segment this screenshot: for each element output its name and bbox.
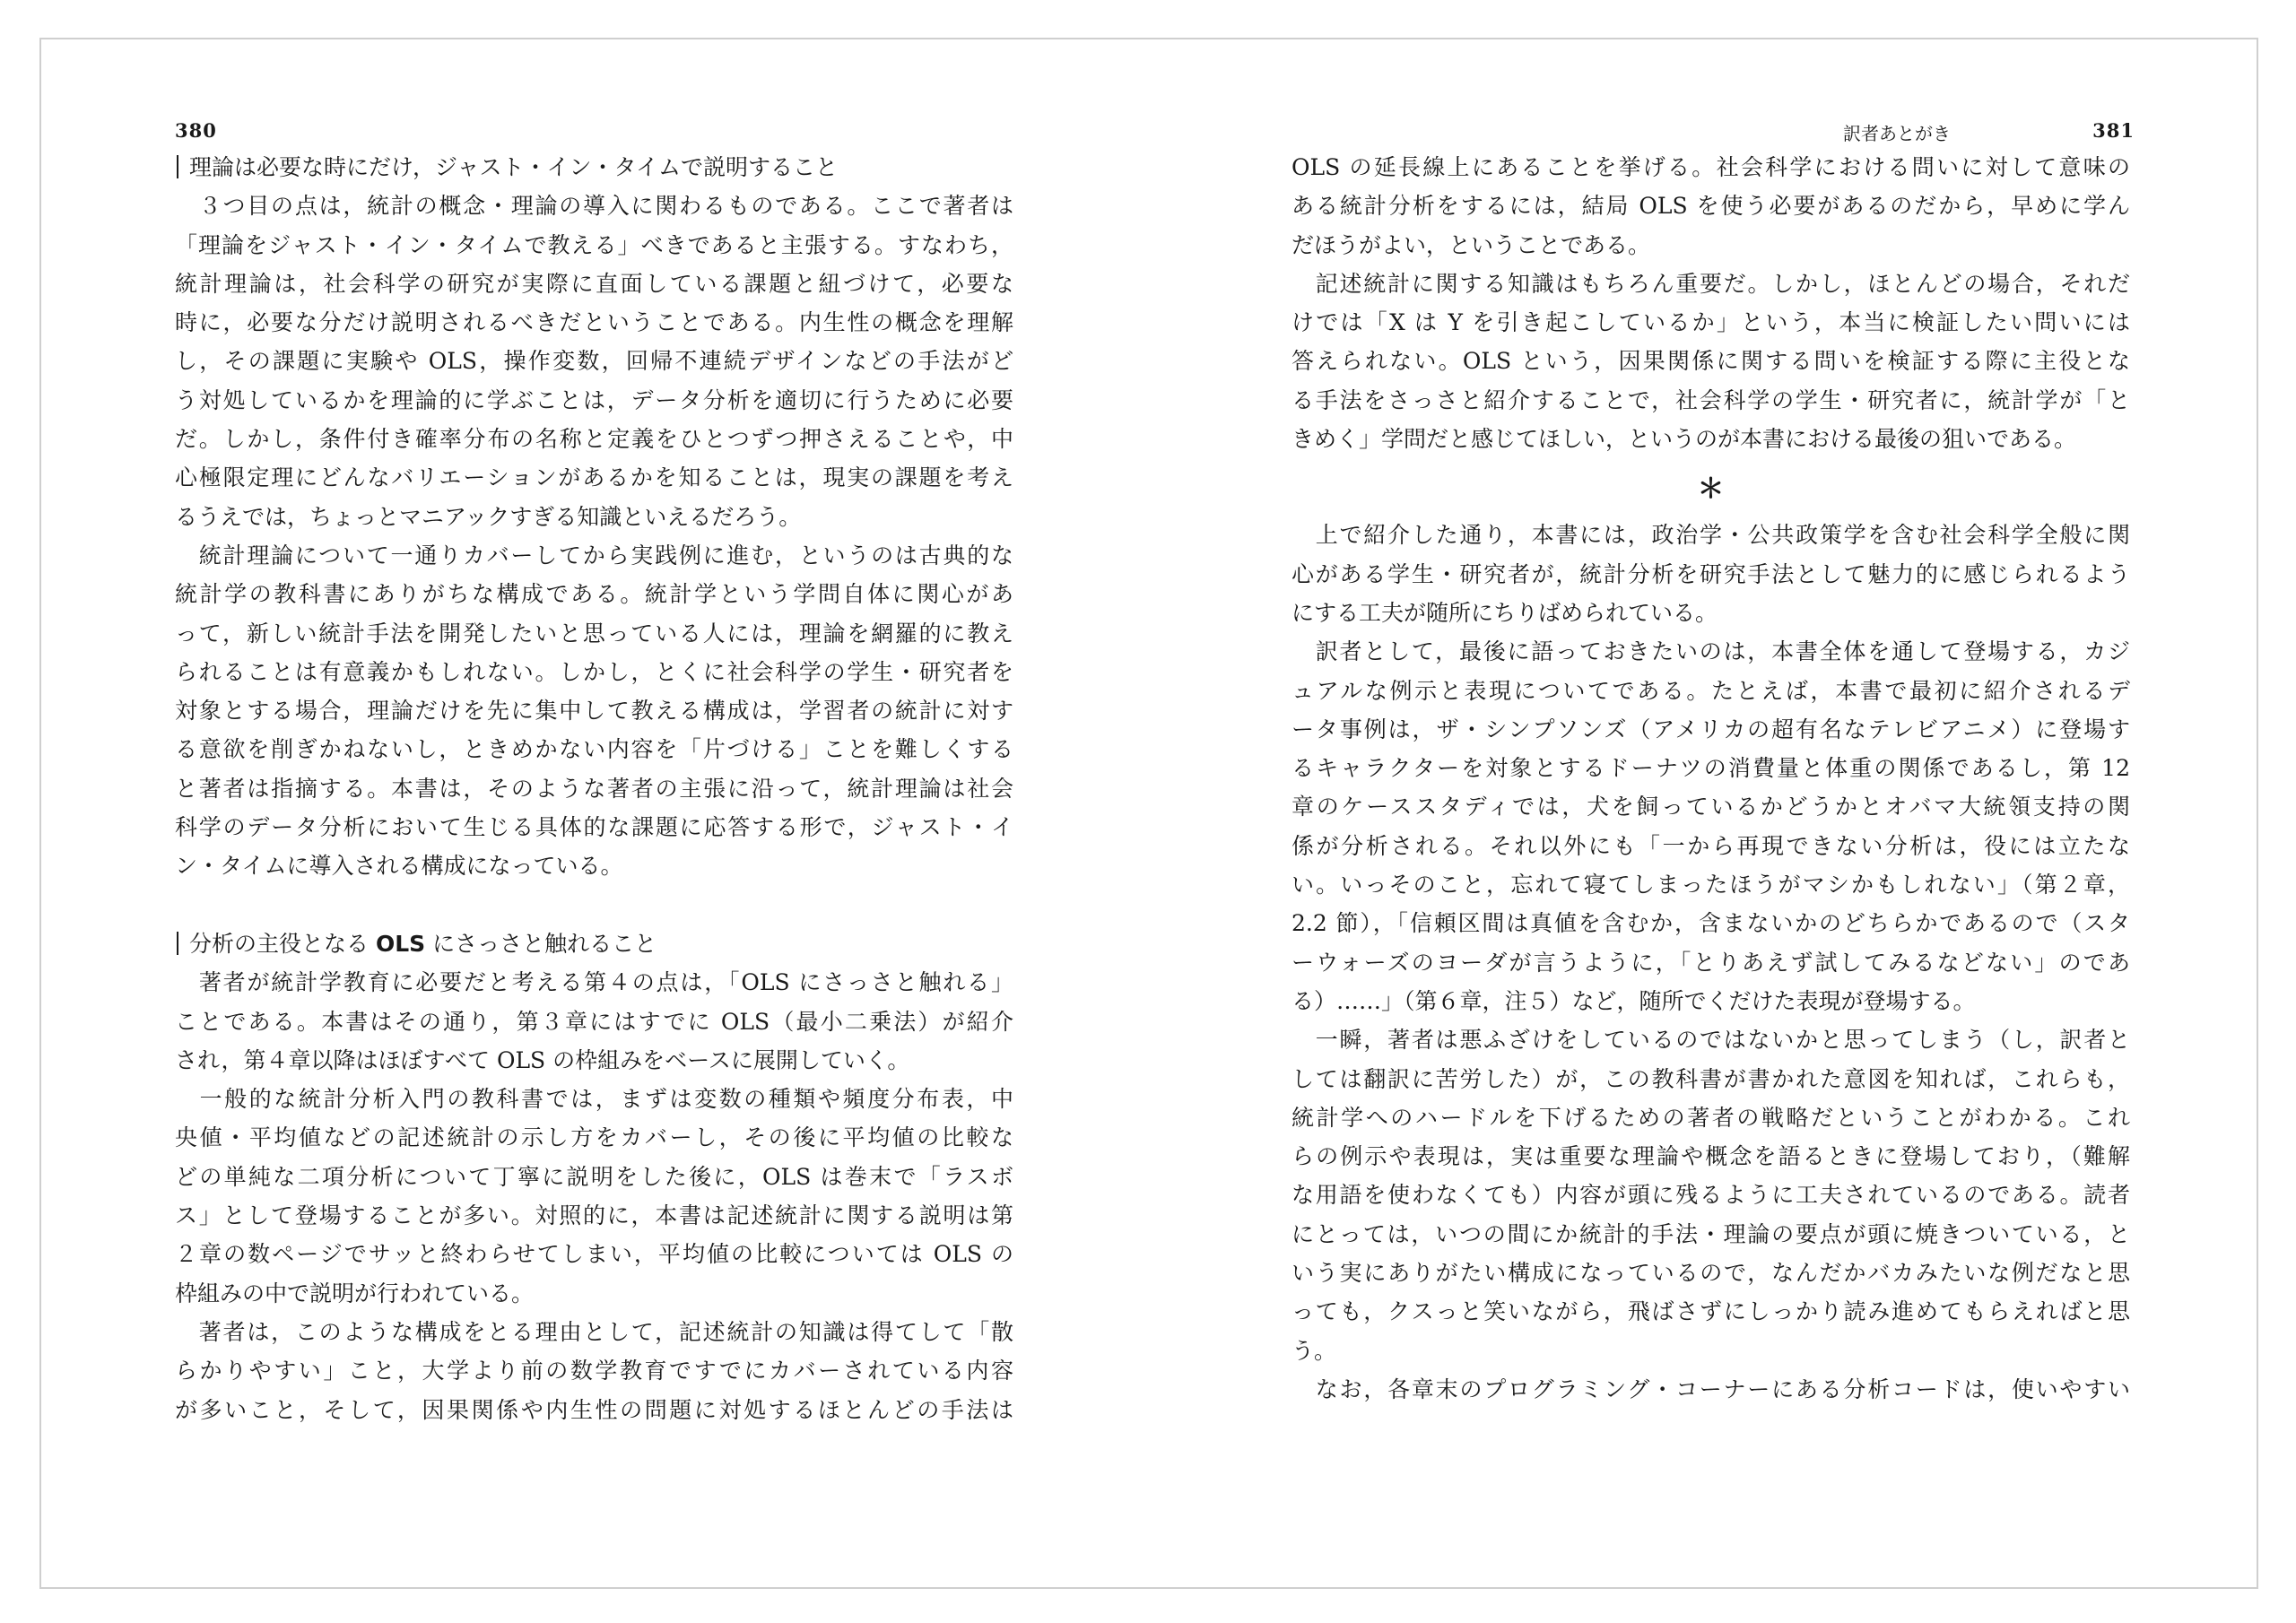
text-line: 答えられない。OLS という，因果関係に関する問いを検証する際に主役とな — [1292, 348, 2130, 375]
section-spacer — [175, 886, 1013, 924]
text-line: るうえでは，ちょっとマニアックすぎる知識といえるだろう。 — [175, 503, 802, 530]
text-line: 統計学へのハードルを下げるための著者の戦略だということがわかる。これ — [1292, 1104, 2130, 1131]
text-line: ある統計分析をするには，結局 OLS を使う必要があるのだから，早めに学ん — [1292, 193, 2130, 220]
section-break-ornament: ＊ — [1697, 473, 1725, 506]
text-line: る）……」（第６章，注５）など，随所でくだけた表現が登場する。 — [1292, 987, 1976, 1014]
text-line: っても，クスっと笑いながら，飛ばさずにしっかり読み進めてもらえればと思 — [1292, 1298, 2130, 1325]
section-heading — [175, 924, 1013, 963]
text-line: けでは「X は Y を引き起こしているか」という，本当に検証したい問いには — [1292, 309, 2130, 336]
text-line: らの例示や表現は，実は重要な理論や概念を語るときに登場しており，（難解 — [1292, 1143, 2130, 1170]
running-head: 訳者あとがき — [1843, 123, 1951, 144]
text-line: だほうがよい，ということである。 — [1292, 231, 1651, 258]
text-line: 著者は，このような構成をとる理由として，記述統計の知識は得てして「散 — [175, 1318, 1013, 1345]
text-line: ことである。本書はその通り，第３章にはすでに OLS（最小二乗法）が紹介 — [175, 1008, 1013, 1035]
section-heading-text-pre: 分析の主役となる — [189, 930, 376, 957]
text-line: 枠組みの中で説明が行われている。 — [175, 1280, 535, 1306]
text-line: 上で紹介した通り，本書には，政治学・公共政策学を含む社会科学全般に関 — [1292, 522, 2130, 549]
text-line: 一般的な統計分析入門の教科書では，まずは変数の種類や頻度分布表，中 — [175, 1086, 1013, 1113]
text-line: られることは有意義かもしれない。しかし，とくに社会科学の学生・研究者を — [175, 658, 1013, 685]
text-line: ３つ目の点は，統計の概念・理論の導入に関わるものである。ここで著者は — [175, 193, 1013, 220]
text-line: ２章の数ページでサッと終わらせてしまい，平均値の比較については OLS の — [175, 1241, 1013, 1268]
text-line: だ。しかし，条件付き確率分布の名称と定義をひとつずつ押さえることや，中 — [175, 426, 1013, 453]
left-page-body — [175, 148, 1013, 1429]
text-line: と著者は指摘する。本書は，そのような著者の主張に沿って，統計理論は社会 — [175, 775, 1013, 802]
text-line: ス」として登場することが多い。対照的に，本書は記述統計に関する説明は第 — [175, 1202, 1013, 1229]
section-heading-text: 理論は必要な時にだけ，ジャスト・イン・タイムで説明すること — [189, 154, 839, 180]
text-line: な用語を使わなくても）内容が頭に残るように工夫されているのである。読者 — [1292, 1182, 2130, 1209]
text-line: 央値・平均値などの記述統計の示し方をカバーし，その後に平均値の比較な — [175, 1124, 1013, 1151]
text-line: 科学のデータ分析において生じる具体的な課題に応答する形で，ジャスト・イ — [175, 814, 1013, 841]
text-line: 対象とする場合，理論だけを先に集中して教える構成は，学習者の統計に対す — [175, 698, 1013, 725]
text-line: ーウォーズのヨーダが言うように，「とりあえず試してみるなどない」のであ — [1292, 949, 2130, 976]
page-number: 381 — [2092, 119, 2135, 142]
text-line: 記述統計に関する知識はもちろん重要だ。しかし，ほとんどの場合，それだ — [1292, 270, 2130, 297]
text-line: って，新しい統計手法を開発したいと思っている人には，理論を網羅的に教え — [175, 620, 1013, 647]
text-line: 一瞬，著者は悪ふざけをしているのではないかと思ってしまう（し，訳者と — [1292, 1027, 2130, 1054]
heading-rule — [177, 932, 178, 955]
text-line: る意欲を削ぎかねないし，ときめかない内容を「片づける」ことを難しくする — [175, 736, 1013, 763]
text-line: 心極限定理にどんなバリエーションがあるかを知ることは，現実の課題を考え — [175, 464, 1013, 491]
text-line: 著者が統計学教育に必要だと考える第４の点は，「OLS にさっさと触れる」 — [175, 969, 1013, 996]
text-line: らかりやすい」こと，大学より前の数学教育ですでにカバーされている内容 — [175, 1358, 1013, 1384]
text-line: 訳者として，最後に語っておきたいのは，本書全体を通して登場する，カジ — [1292, 638, 2130, 665]
text-line: され，第４章以降はほぼすべて OLS の枠組みをベースに展開していく。 — [175, 1046, 910, 1073]
text-line: る手法をさっさと紹介することで，社会科学の学生・研究者に，統計学が「と — [1292, 386, 2130, 413]
text-line: し，その課題に実験や OLS，操作変数，回帰不連続デザインなどの手法がど — [175, 348, 1013, 375]
text-line: ュアルな例示と表現についてである。たとえば，本書で最初に紹介されるデ — [1292, 677, 2130, 704]
text-line: OLS の延長線上にあることを挙げる。社会科学における問いに対して意味の — [1292, 154, 2130, 180]
left-page — [175, 112, 1013, 1429]
section-text — [1292, 148, 2130, 458]
text-line: 統計学の教科書にありがちな構成である。統計学という学問自体に関心があ — [175, 581, 1013, 608]
right-page-body — [1292, 148, 2130, 1409]
text-line: う対処しているかを理論的に学ぶことは，データ分析を適切に行うために必要 — [175, 386, 1013, 413]
text-line: にとっては，いつの間にか統計的手法・理論の要点が頭に焼きついている，と — [1292, 1220, 2130, 1247]
text-line: 統計理論は，社会科学の研究が実際に直面している課題と紐づけて，必要な — [175, 270, 1013, 297]
page-number: 380 — [175, 119, 217, 142]
right-page — [1292, 112, 2135, 1409]
text-line: 「理論をジャスト・イン・タイムで教える」べきであると主張する。すなわち， — [175, 231, 1013, 258]
text-line: 章のケーススタディでは，犬を飼っているかどうかとオバマ大統領支持の関 — [1292, 794, 2130, 820]
text-line: るキャラクターを対象とするドーナツの消費量と体重の関係であるし，第 12 — [1292, 755, 2130, 782]
left-page-header — [175, 112, 1013, 148]
text-line: 心がある学生・研究者が，統計分析を研究手法として魅力的に感じられるよう — [1292, 560, 2130, 587]
text-line: 統計理論について一通りカバーしてから実践例に進む，というのは古典的な — [175, 542, 1013, 568]
text-line: いう実にありがたい構成になっているので，なんだかバカみたいな例だなと思 — [1292, 1260, 2130, 1287]
text-line: ン・タイムに導入される構成になっている。 — [175, 853, 623, 880]
section-heading-text-bold: OLS — [375, 930, 426, 957]
text-line: にする工夫が随所にちりばめられている。 — [1292, 599, 1718, 626]
section-heading — [175, 148, 1013, 187]
text-line: 係が分析される。それ以外にも「一から再現できない分析は，役には立たな — [1292, 832, 2130, 859]
text-line: が多いこと，そして，因果関係や内生性の問題に対処するほとんどの手法は — [175, 1396, 1013, 1423]
text-line: 時に，必要な分だけ説明されるべきだということである。内生性の概念を理解 — [175, 309, 1013, 336]
section-heading-text-post: にさっさと触れること — [425, 930, 657, 957]
section-text — [175, 187, 1013, 885]
text-line: きめく」学問だと感じてほしい，というのが本書における最後の狙いである。 — [1292, 426, 2077, 453]
section-text — [1292, 516, 2130, 1409]
text-line: しては翻訳に苦労した）が，この教科書が書かれた意図を知れば，これらも， — [1292, 1065, 2130, 1092]
section-text — [175, 963, 1013, 1429]
text-line: どの単純な二項分析について丁寧に説明をした後に，OLS は巻末で「ラスボ — [175, 1163, 1013, 1190]
heading-rule — [177, 155, 178, 178]
text-line: 2.2 節），「信頼区間は真値を含むか，含まないかのどちらかであるので（スタ — [1292, 910, 2130, 937]
text-line: い。いっそのこと，忘れて寝てしまったほうがマシかもしれない」（第２章， — [1292, 872, 2130, 898]
text-line: ータ事例は，ザ・シンプソンズ（アメリカの超有名なテレビアニメ）に登場す — [1292, 716, 2130, 742]
text-line: う。 — [1292, 1337, 1337, 1364]
right-page-header — [1292, 112, 2135, 148]
text-line: なお，各章末のプログラミング・コーナーにある分析コードは，使いやすい — [1292, 1376, 2130, 1402]
